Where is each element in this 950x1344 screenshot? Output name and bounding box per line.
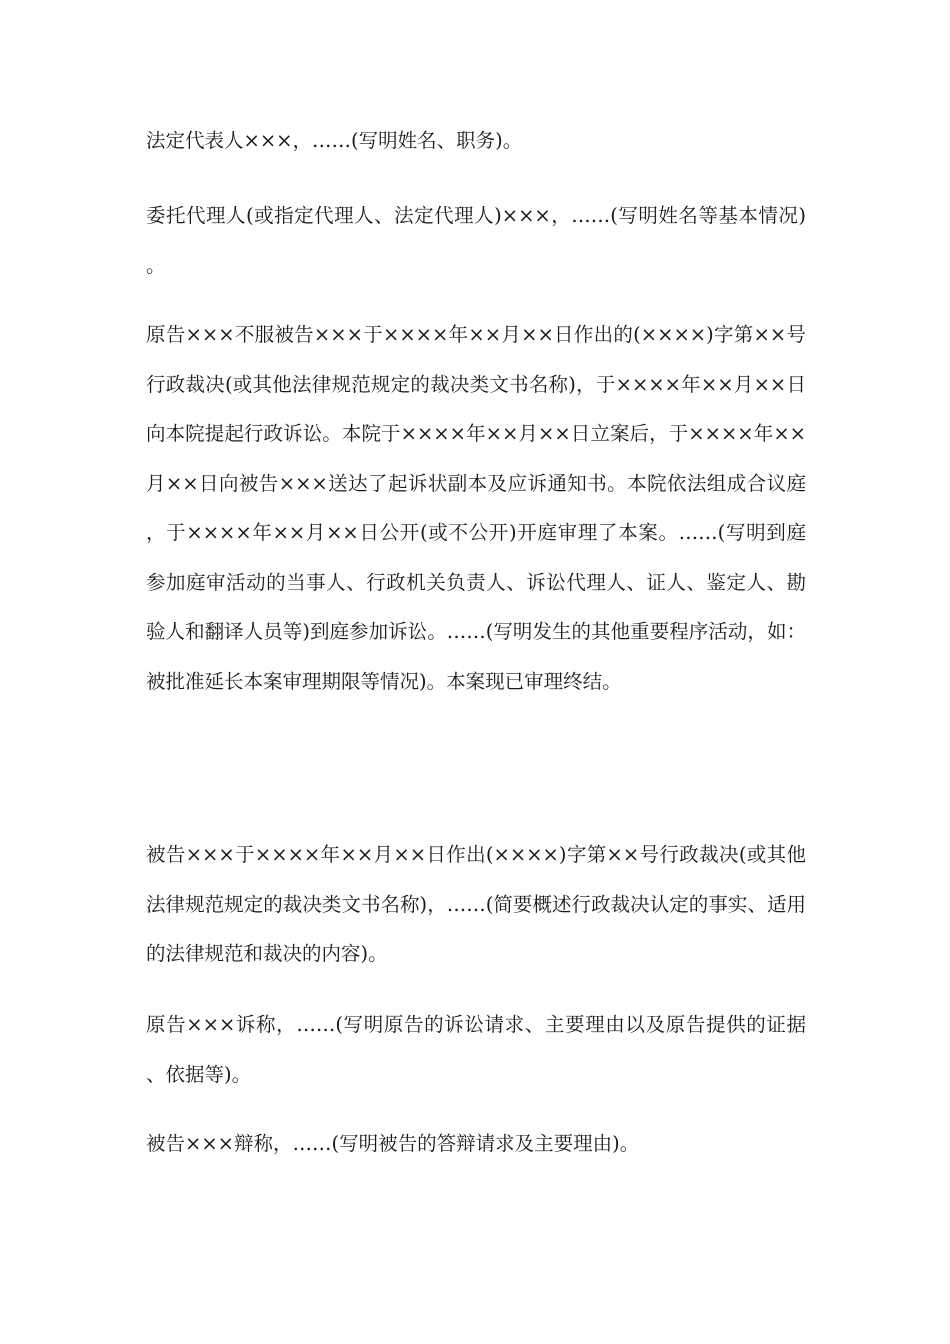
paragraph-legal-representative: 法定代表人×××，……(写明姓名、职务)。 [146, 129, 523, 152]
paragraph-plaintiff-claims: 原告×××诉称，……(写明原告的诉讼请求、主要理由以及原告提供的证据、依据等)。 [146, 1013, 806, 1086]
paragraph-defendant-defense: 被告×××辩称，……(写明被告的答辩请求及主要理由)。 [146, 1132, 640, 1155]
paragraph-administrative-ruling: 被告×××于××××年××月××日作出(××××)字第××号行政裁决(或其他法律规范规定的裁决类文书名称)，……(简要概述行政裁决认定的事实、适用的法律规范和裁决的内容)。 [146, 843, 806, 965]
paragraph-case-procedure: 原告×××不服被告×××于××××年××月××日作出的(××××)字第××号行政裁决(或其他法律规范规定的裁决类文书名称)，于××××年××月××日向本院提起行政诉讼。本院于××××年××月××日立案后，于××××年××月××日向被告×××送达了起诉状副本及应诉通知书。本院依法组成合议庭，于××××年××月××日公开(或不公开)开庭审理了本案。……(写明到庭参加庭审活动的当事人、行政机关负责人、诉讼代理人、证人、鉴定人、勘验人和翻译人员等)到庭参加诉讼。……(写明发生的其他重要程序活动，如：被批准延长本案审理期限等情况)。本案现已审理终结。 [146, 323, 806, 693]
paragraph-entrusted-agent: 委托代理人(或指定代理人、法定代理人)×××，……(写明姓名等基本情况)。 [146, 204, 806, 277]
